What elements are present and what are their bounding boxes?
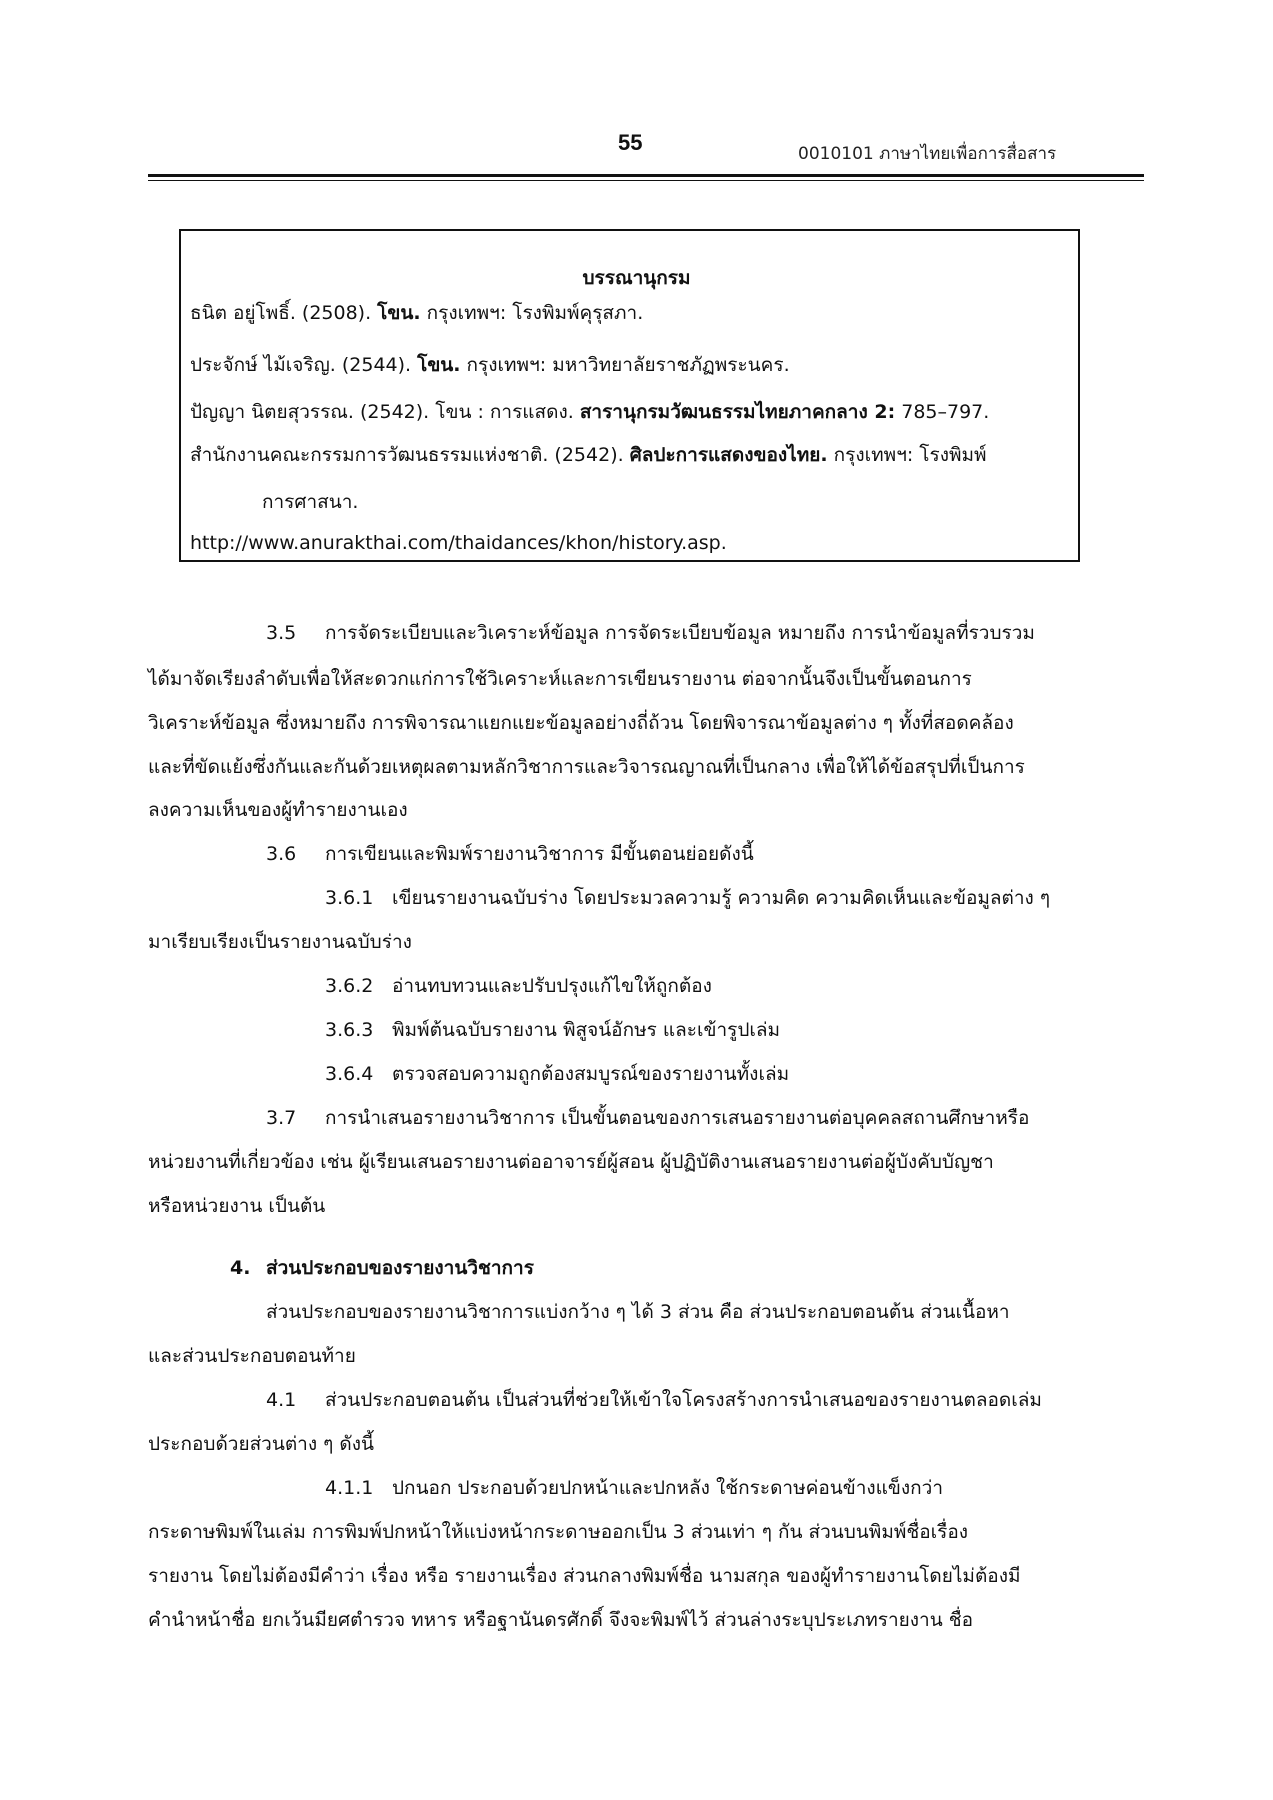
section-4-1-1-number: 4.1.1 bbox=[325, 1477, 374, 1499]
page-number: 55 bbox=[618, 130, 643, 155]
section-3-6-1-number: 3.6.1 bbox=[325, 887, 374, 909]
section-4-number: 4. bbox=[230, 1257, 251, 1279]
section-3-6-3-text: พิมพ์ต้นฉบับรายงาน พิสูจน์อักษร และเข้ารูปเล่ม bbox=[392, 1019, 781, 1041]
section-4-1-line-1: ส่วนประกอบตอนต้น เป็นส่วนที่ช่วยให้เข้าใจโครงสร้างการนำเสนอของรายงานตลอดเล่ม bbox=[325, 1389, 1042, 1411]
section-3-5-line-2: ได้มาจัดเรียงลำดับเพื่อให้สะดวกแก่การใช้วิเคราะห์และการเขียนรายงาน ต่อจากนั้นจึงเป็นขั้นตอนการ bbox=[148, 668, 972, 690]
section-3-7-line-1: การนำเสนอรายงานวิชาการ เป็นขั้นตอนของการเสนอรายงานต่อบุคคลสถานศึกษาหรือ bbox=[325, 1107, 1030, 1129]
section-3-5-line-4: และที่ขัดแย้งซึ่งกันและกันด้วยเหตุผลตามหลักวิชาการและวิจารณญาณที่เป็นกลาง เพื่อให้ได้ข้อสรุปที่เป็นการ bbox=[148, 756, 1025, 778]
section-3-7-number: 3.7 bbox=[266, 1107, 297, 1129]
section-4-intro-line-1: ส่วนประกอบของรายงานวิชาการแบ่งกว้าง ๆ ได้ 3 ส่วน คือ ส่วนประกอบตอนต้น ส่วนเนื้อหา bbox=[266, 1301, 1010, 1323]
section-3-6-2-number: 3.6.2 bbox=[325, 975, 374, 997]
bib-entry-5-url: http://www.anurakthai.com/thaidances/khon/history.asp. bbox=[190, 532, 727, 554]
section-3-6-4-number: 3.6.4 bbox=[325, 1063, 374, 1085]
section-3-7-line-3: หรือหน่วยงาน เป็นต้น bbox=[148, 1195, 326, 1217]
section-4-1-1-line-3: รายงาน โดยไม่ต้องมีคำว่า เรื่อง หรือ รายงานเรื่อง ส่วนกลางพิมพ์ชื่อ นามสกุล ของผู้ทำรายงานโดยไม่ต้องมี bbox=[148, 1565, 1021, 1587]
bibliography-title: บรรณานุกรม bbox=[582, 267, 691, 289]
bib-entry-3: ปัญญา นิตยสุวรรณ. (2542). โขน : การแสดง. สารานุกรมวัฒนธรรมไทยภาคกลาง 2: 785–797. bbox=[190, 401, 990, 423]
section-3-5-line-3: วิเคราะห์ข้อมูล ซึ่งหมายถึง การพิจารณาแยกแยะข้อมูลอย่างถี่ถ้วน โดยพิจารณาข้อมูลต่าง ๆ ทั้งที่สอดคล้อง bbox=[148, 712, 1014, 734]
bib-entry-1: ธนิต อยู่โพธิ์. (2508). โขน. กรุงเทพฯ: โรงพิมพ์คุรุสภา. bbox=[190, 302, 644, 324]
section-3-6-2-text: อ่านทบทวนและปรับปรุงแก้ไขให้ถูกต้อง bbox=[392, 975, 712, 997]
header-rule-thick bbox=[148, 174, 1144, 177]
section-3-5-number: 3.5 bbox=[266, 622, 297, 644]
section-4-1-line-2: ประกอบด้วยส่วนต่าง ๆ ดังนี้ bbox=[148, 1433, 375, 1455]
section-3-5-line-1: การจัดระเบียบและวิเคราะห์ข้อมูล การจัดระเบียบข้อมูล หมายถึง การนำข้อมูลที่รวบรวม bbox=[325, 622, 1035, 644]
section-3-6-number: 3.6 bbox=[266, 843, 297, 865]
section-3-6-text: การเขียนและพิมพ์รายงานวิชาการ มีขั้นตอนย่อยดังนี้ bbox=[325, 843, 754, 865]
section-3-6-4-text: ตรวจสอบความถูกต้องสมบูรณ์ของรายงานทั้งเล่ม bbox=[392, 1063, 790, 1085]
course-title: 0010101 ภาษาไทยเพื่อการสื่อสาร bbox=[798, 144, 1057, 164]
bib-entry-4-continuation: การศาสนา. bbox=[262, 491, 359, 513]
section-4-1-number: 4.1 bbox=[266, 1389, 297, 1411]
header-rule-thin bbox=[148, 180, 1144, 181]
bib-entry-2: ประจักษ์ ไม้เจริญ. (2544). โขน. กรุงเทพฯ: มหาวิทยาลัยราชภัฏพระนคร. bbox=[190, 354, 790, 376]
section-3-6-1-line-2: มาเรียบเรียงเป็นรายงานฉบับร่าง bbox=[148, 931, 412, 953]
section-4-1-1-line-2: กระดาษพิมพ์ในเล่ม การพิมพ์ปกหน้าให้แบ่งหน้ากระดาษออกเป็น 3 ส่วนเท่า ๆ กัน ส่วนบนพิมพ์ชื่อเรื่อง bbox=[148, 1521, 969, 1543]
section-3-6-3-number: 3.6.3 bbox=[325, 1019, 374, 1041]
section-3-6-1-line-1: เขียนรายงานฉบับร่าง โดยประมวลความรู้ ความคิด ความคิดเห็นและข้อมูลต่าง ๆ bbox=[392, 887, 1051, 909]
bib-entry-4: สำนักงานคณะกรรมการวัฒนธรรมแห่งชาติ. (2542). ศิลปะการแสดงของไทย. กรุงเทพฯ: โรงพิมพ์ bbox=[190, 444, 987, 466]
section-4-heading: ส่วนประกอบของรายงานวิชาการ bbox=[266, 1257, 534, 1279]
section-4-1-1-line-4: คำนำหน้าชื่อ ยกเว้นมียศตำรวจ ทหาร หรือฐานันดรศักดิ์ จึงจะพิมพ์ไว้ ส่วนล่างระบุประเภทรายงาน ชื่อ bbox=[148, 1609, 974, 1631]
section-4-intro-line-2: และส่วนประกอบตอนท้าย bbox=[148, 1345, 356, 1367]
section-3-5-line-5: ลงความเห็นของผู้ทำรายงานเอง bbox=[148, 799, 408, 821]
section-4-1-1-line-1: ปกนอก ประกอบด้วยปกหน้าและปกหลัง ใช้กระดาษค่อนข้างแข็งกว่า bbox=[392, 1477, 943, 1499]
section-3-7-line-2: หน่วยงานที่เกี่ยวข้อง เช่น ผู้เรียนเสนอรายงานต่ออาจารย์ผู้สอน ผู้ปฏิบัติงานเสนอรายงานต่อผู้บังคับบัญชา bbox=[148, 1151, 994, 1173]
